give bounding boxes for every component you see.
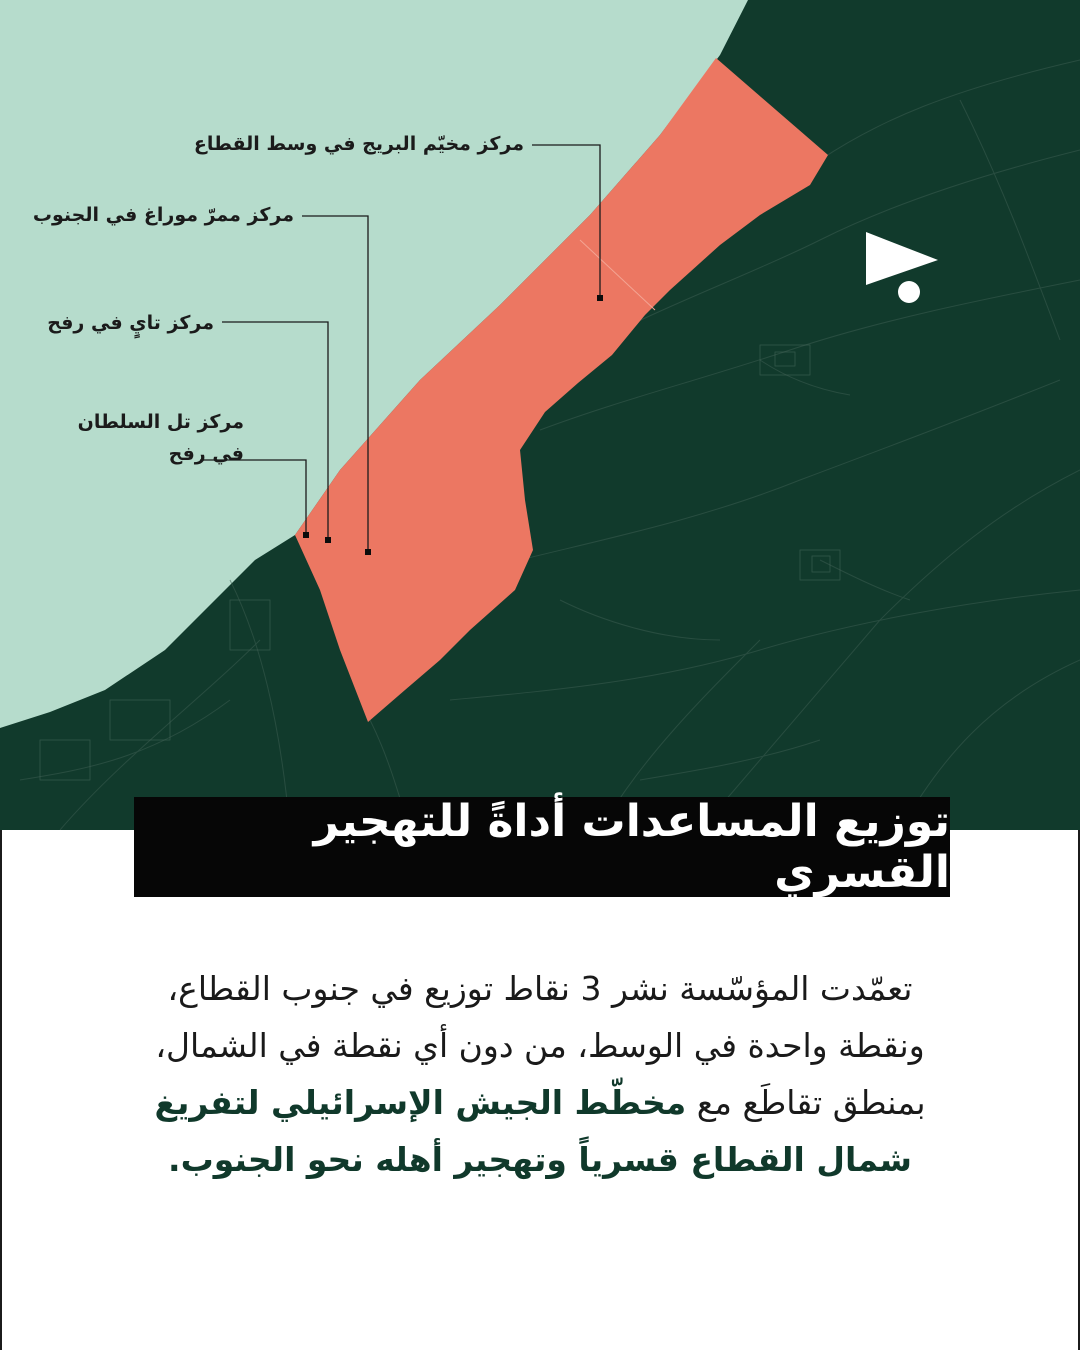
label-tall-line2: في رفح: [168, 443, 244, 465]
label-morag-corridor-center: مركز ممرّ موراغ في الجنوب: [32, 204, 294, 226]
label-tay-center: مركز تايٍ في رفح: [47, 312, 214, 334]
page-title: توزيع المساعدات أداةً للتهجير القسري: [313, 796, 950, 898]
body-line-2: ونقطة واحدة في الوسط، من دون أي نقطة في الشمال،: [155, 1026, 925, 1065]
body-line-3: [70, 1074, 1010, 1131]
body-line-1: تعمّدت المؤسّسة نشر 3 نقاط توزيع في جنوب القطاع،: [167, 969, 913, 1008]
label-tall-sultan-center: [78, 406, 244, 470]
title-banner: [134, 797, 950, 897]
label-tall-line1: مركز تل السلطان: [77, 411, 244, 433]
body-line-3-highlight: مخطّط الجيش الإسرائيلي لتفريغ: [154, 1083, 687, 1122]
body-line-4: شمال القطاع قسرياً وتهجير أهله نحو الجنوب.: [168, 1140, 912, 1179]
point-morag: [365, 549, 371, 555]
body-line-3-plain: بمنطق تقاطَع مع: [696, 1083, 926, 1122]
body-paragraph: [70, 960, 1010, 1188]
frame-border-left: [0, 830, 2, 1350]
point-bureij: [597, 295, 603, 301]
point-tall: [303, 532, 309, 538]
point-tay: [325, 537, 331, 543]
label-bureij-center: مركز مخيّم البريج في وسط القطاع: [193, 133, 524, 155]
